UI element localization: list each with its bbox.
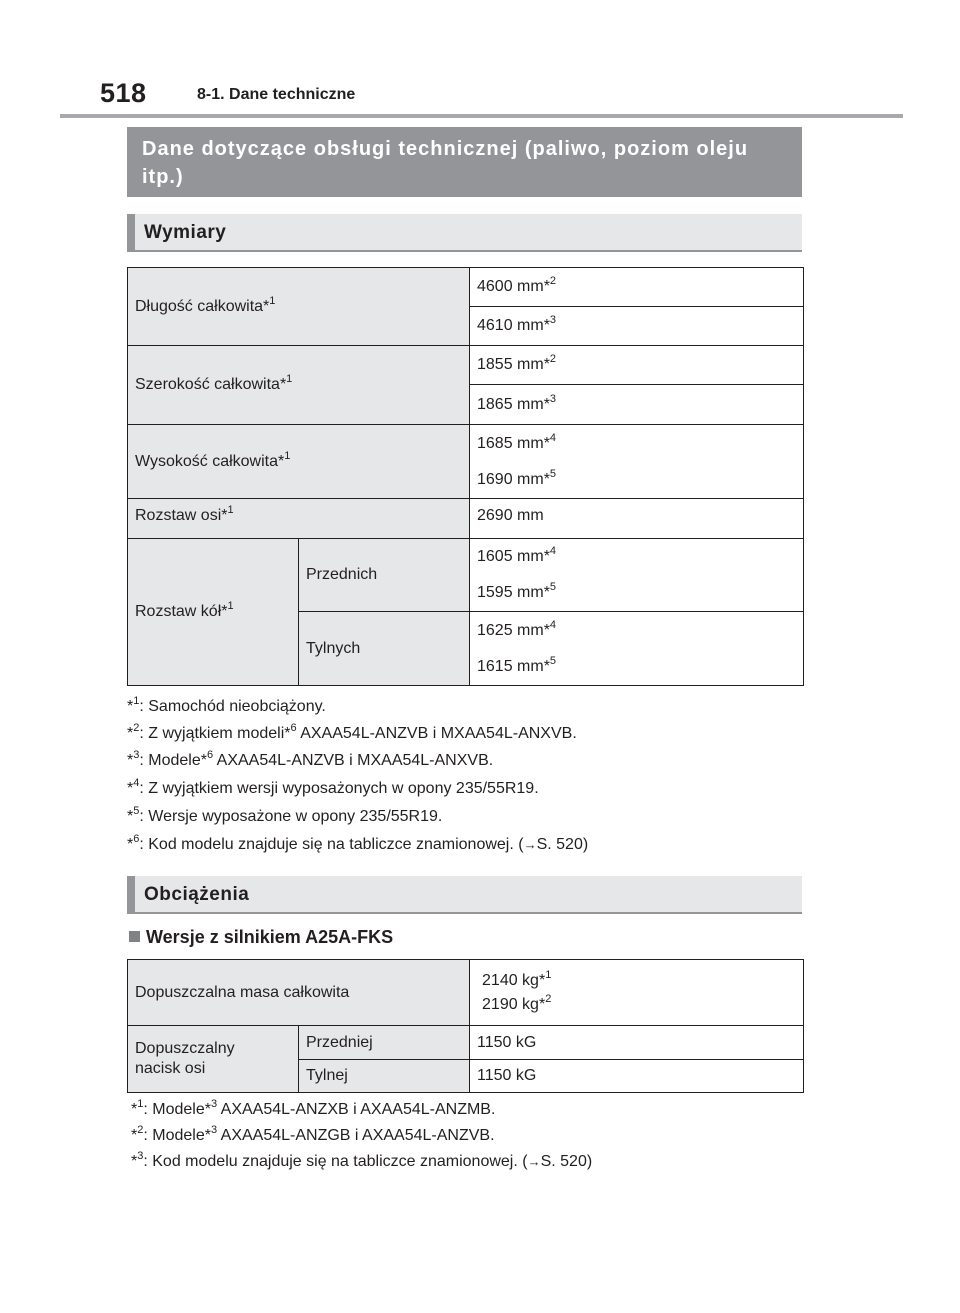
axle-rear-value: 1150 kG (470, 1060, 804, 1093)
axle-front-value: 1150 kG (470, 1026, 804, 1060)
square-bullet-icon (129, 931, 140, 942)
arrow-right-icon: → (527, 1154, 541, 1169)
track-front-values: 1605 mm*$^4$ 1595 mm*$^5$ (470, 539, 804, 612)
footnote: *$^1$: Modele*$^3$ AXAA54L-ANZXB i AXAA54L-ANZMB. (131, 1098, 496, 1118)
wheelbase-label: Rozstaw osi*$^1$ (128, 499, 470, 539)
heading-accent-bar (127, 214, 135, 250)
length-label: Długość całkowita*$^1$ (128, 268, 470, 346)
footnote: *$^3$: Kod modelu znajduje się na tabliczce znamionowej. (→S. 520) (131, 1150, 593, 1170)
heading-accent-bar (127, 876, 135, 912)
footnote: *$^4$: Z wyjątkiem wersji wyposażonych w opony 235/55R19. (127, 777, 539, 797)
track-front-label: Przednich (299, 539, 470, 612)
table-row (128, 425, 804, 499)
height-label: Wysokość całkowita*$^1$ (128, 425, 470, 499)
loads-heading-bar (127, 876, 802, 914)
dimensions-heading-bar (127, 214, 802, 252)
loads-table (127, 959, 804, 1093)
table-row (128, 960, 804, 1026)
axle-load-label: Dopuszczalny nacisk osi (128, 1026, 299, 1093)
width-value-1: 1855 mm*$^2$ (470, 346, 804, 385)
table-row (128, 268, 804, 307)
gross-mass-values: 2140 kg*$^1$ 2190 kg*$^2$ (470, 960, 804, 1026)
axle-rear-label: Tylnej (299, 1060, 470, 1093)
footnote: *$^1$: Samochód nieobciążony. (127, 695, 326, 715)
footnote: *$^2$: Modele*$^3$ AXAA54L-ANZGB i AXAA54L-ANZVB. (131, 1124, 495, 1144)
footnote: *$^5$: Wersje wyposażone w opony 235/55R19. (127, 805, 443, 825)
width-value-2: 1865 mm*$^3$ (470, 385, 804, 425)
axle-front-label: Przedniej (299, 1026, 470, 1060)
footnote: *$^2$: Z wyjątkiem modeli*$^6$ AXAA54L-ANZVB i MXAA54L-ANXVB. (127, 722, 577, 742)
footnote: *$^6$: Kod modelu znajduje się na tabliczce znamionowej. (→S. 520) (127, 833, 589, 853)
track-label: Rozstaw kół*$^1$ (128, 539, 299, 686)
table-row (128, 346, 804, 385)
length-value-2: 4610 mm*$^3$ (470, 307, 804, 346)
height-values: 1685 mm*$^4$ 1690 mm*$^5$ (470, 425, 804, 499)
section-title: 8-1. Dane techniczne (197, 86, 356, 103)
page-number: 518 (100, 78, 147, 108)
arrow-right-icon: → (523, 837, 537, 852)
table-row (128, 539, 804, 612)
main-heading-banner (127, 127, 802, 197)
table-row (128, 1026, 804, 1060)
dimensions-table (127, 267, 804, 686)
length-value-1: 4600 mm*$^2$ (470, 268, 804, 307)
main-heading: Dane dotyczące obsługi technicznej (paliwo, poziom oleju itp.) (142, 138, 749, 188)
dimensions-heading: Wymiary (144, 222, 227, 243)
wheelbase-value: 2690 mm (470, 499, 804, 539)
header-divider (60, 114, 903, 118)
gross-mass-label: Dopuszczalna masa całkowita (128, 960, 470, 1026)
engine-variant-heading: Wersje z silnikiem A25A-FKS (129, 927, 393, 948)
track-rear-label: Tylnych (299, 612, 470, 686)
footnote: *$^3$: Modele*$^6$ AXAA54L-ANZVB i MXAA54L-ANXVB. (127, 749, 494, 769)
loads-heading: Obciążenia (144, 884, 250, 905)
width-label: Szerokość całkowita*$^1$ (128, 346, 470, 425)
track-rear-values: 1625 mm*$^4$ 1615 mm*$^5$ (470, 612, 804, 686)
table-row (128, 499, 804, 539)
